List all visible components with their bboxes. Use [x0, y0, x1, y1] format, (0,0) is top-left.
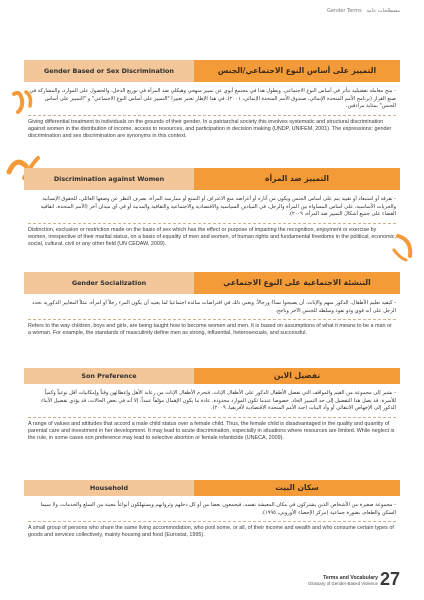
entry-definition-en: A small group of persons who share the same living accommodation, who pool some, or all, of their income and wealth and who consume certain types of goods and services collectively, mainly housing and food (Eurostat, 1995). [28, 525, 394, 539]
divider [28, 223, 396, 224]
entry-definition-ar: - منح معاملة تفضيلية تتأثر في أساس النوع الاجتماعي. ويطول هذا في مجتمع أبوي عن تمييز منهجي وهيكلي ضد المرأة في توزيع الدخل، والحصول على الموارد، والمشاركة في صنع القرار (برنامج الأمم المتحدة الإنمائي، صندوق الأمم المتحدة الإنمائي، ٢٠٠١). في هذا الإطار تعتبر تعبيرا "التمييز على أساس النوع الاجتماعي" و "التمييز على أساس الجنس" بمثابة مرادفين. [29, 88, 396, 110]
entry-title-ar: سكان البيت [194, 480, 400, 496]
header-ar: مصطلحات عامة [366, 8, 400, 14]
footer-subtitle: Glossary of Gender-Based Violence [308, 581, 378, 586]
entry-household [24, 480, 400, 540]
entry-gender-discrimination [24, 60, 400, 140]
page-footer [308, 575, 378, 586]
entry-title-en: Discrimination against Women [24, 168, 194, 190]
divider [28, 417, 396, 418]
entry-title-en: Gender Based or Sex Discrimination [24, 60, 194, 82]
entry-title-en: Gender Socialization [24, 272, 194, 294]
entry-definition-en: A range of values and attitudes that accord a male child status over a female child. Thus, the female child is disadvantaged in the quality and quantity of parental care and investment in her development. It may lead to acute discrimination, especially in situations where resources are limited. While neglect is the rule, in some cases son preference may lead to selective abortion or female infanticide (UNECA, 2009). [28, 420, 395, 442]
header-en: Gender Terms [326, 8, 362, 14]
entry-title-ar: التمييز ضد المرأة [194, 168, 400, 190]
entry-title-ar: التنشئة الاجتماعية على النوع الاجتماعي [194, 272, 400, 294]
entry-son-preference [24, 368, 400, 442]
footer-title: Terms and Vocabulary [323, 575, 378, 581]
entry-definition-en: Refers to the way children, boys and girls, are being taught how to become women and men. It is based on assumptions of what it means to be a man or a woman. For example, the standards of masculinity define men as strong, influential, heterosexuals, and successful. [28, 323, 392, 337]
entry-definition-en: Distinction, exclusion or restriction made on the basis of sex which has the effect or purpose of impairing the recognition, enjoyment or exercise by women, irrespective of their marital status, on a basis of equality of men and women, of human rights and fundamental freedoms in the political, economic, social, cultural, civil or any other field (UN CEDAW, 2009). [28, 226, 396, 248]
entry-definition-ar: - كيفية تعليم الأطفال، الذكور منهم والإناث، أن يصبحوا نساءً ورجالاً. ويعني ذلك في افتراضات سائدة اجتماعيا لما يعنيه أن يكون المرء رجلاً أو امرأة. مثلاً المعايير الذكورية تحدد الرجل على أنه قوي وذو نفوذ وسلطة للجنس الآخر وناجح. [32, 300, 396, 314]
divider [28, 319, 396, 320]
page-number: 27 [379, 569, 400, 589]
entry-title-en: Son Preference [24, 368, 194, 384]
page-header [324, 8, 400, 14]
entry-definition-en: Giving differential treatment to individuals on the grounds of their gender. In a patriarchal society this involves systematic and structural discrimination against women in the distribution of income, access to resources, and participation in decision making (UNDP, UNIFEM, 2001). The expressions: gender discrimination and sex discrimination are synonyms in this context. [28, 118, 392, 140]
entry-definition-ar: - مجموعة صغيرة من الأشخاص الذين يشتركون في مكان المعيشة نفسه، فيجمعون بعضا من أو كل دخلهم وثرواتهم ويستهلكون أنواعاً معينة من السلع والخدمات، ولا سيما السكن والطعام، بصورة جماعية (مركز الإحصاء الأوروبي، ١٩٩٥). [40, 502, 396, 516]
entry-definition-ar: - يشير إلى مجموعة من القيم والمواقف التي تفضل الأطفال الذكور على الأطفال الإناث. فتحرم الأطفال الإناث من رعاية الأهل وإعطائهن وقتاً وإمكانيات أقل نوعياً وكمياً للأسرة. قد يصل هذا التفضيل إلى حد التمييز الحاد. خصوصا عندما تكون الموارد محدودة. عادة ما يكون الإهمال مؤلفاً عمداً. إلا أنه في بعض الحالات، قد يؤدي تفضيل الأبناء الذكور إلى الإجهاض الانتقائي أو وأد البنات (جنة الأمم المتحدة الاقتصادية لأفريقيا، ٢٠٠٩). [40, 390, 396, 412]
entry-title-ar: تفضيل الابن [194, 368, 400, 384]
entry-gender-socialization [24, 272, 400, 338]
entry-title-ar: التمييز على أساس النوع الاجتماعي/الجنس [194, 60, 400, 82]
entry-title-en: Household [24, 480, 194, 496]
entry-definition-ar: - تفرقة أو استبعاد أو تقييد يتم على أساس الجنس ويكون من آثاره أو أغراضه منع الاعتراف أو التمتع أو ممارسة المرأة، بصرف النظر عن وضعها العائلي، للحقوق الإنسانية والحريات الأساسية، على أساس المساواة بين المرأة والرجل، في الميادين السياسية والاقتصادية والاجتماعية والثقافية والمدنية أو في أي ميدان آخر (الأمم المتحدة، اتفاقية القضاء على جميع أشكال التمييز ضد المرأة، ٢٠٠٩). [40, 196, 396, 218]
entry-discrimination-against-women [24, 168, 400, 248]
divider [28, 521, 396, 522]
divider [28, 115, 396, 116]
